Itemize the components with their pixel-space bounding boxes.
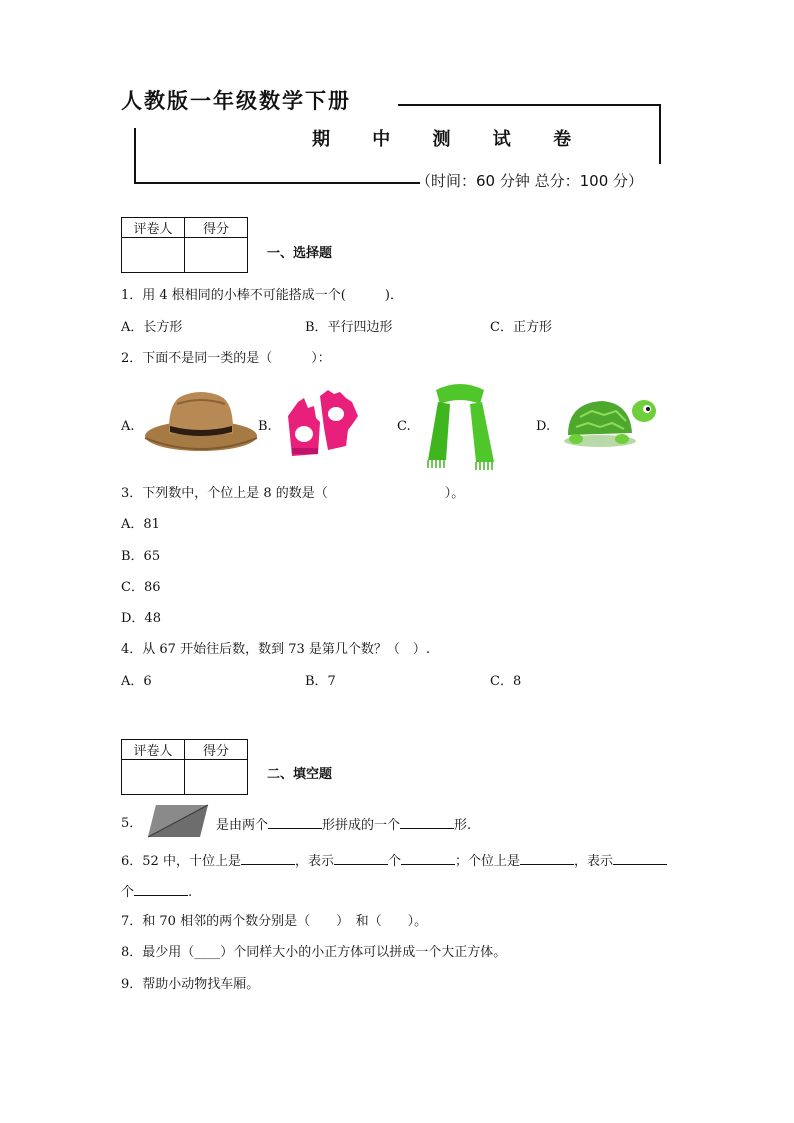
question-7: 7．和 70 相邻的两个数分别是（ ） 和（ ）。 xyxy=(121,914,428,929)
q6-part-a: 6．52 中，十位上是 xyxy=(121,854,241,869)
q3-option-a[interactable]: A．81 xyxy=(121,517,160,532)
parallelogram-image xyxy=(146,804,210,838)
grader-cell[interactable] xyxy=(122,238,185,273)
score-box-1 xyxy=(121,217,248,273)
q2-option-d[interactable]: D. xyxy=(536,419,551,434)
exam-subtitle: 期 中 测 试 卷 xyxy=(312,129,590,150)
q4-option-b[interactable]: B．7 xyxy=(305,674,336,689)
gloves-image xyxy=(284,388,364,460)
header-top-line xyxy=(398,104,661,106)
score-box-2 xyxy=(121,739,248,795)
q3-option-b[interactable]: B．65 xyxy=(121,549,161,564)
q1-option-a[interactable]: A．长方形 xyxy=(121,320,183,335)
turtle-image xyxy=(560,397,658,449)
score-cell[interactable] xyxy=(185,238,248,273)
q4-option-c[interactable]: C．8 xyxy=(490,674,522,689)
score-label: 得分 xyxy=(185,218,248,238)
scarf-image xyxy=(420,380,500,470)
question-6-line-2 xyxy=(121,883,192,901)
question-4: 4．从 67 开始往后数，数到 73 是第几个数？（ ）. xyxy=(121,642,431,657)
score-label: 得分 xyxy=(185,740,248,760)
q6-blank-6[interactable] xyxy=(134,883,188,896)
q1-option-b[interactable]: B．平行四边形 xyxy=(305,320,393,335)
q5-part-3: 形. xyxy=(454,818,472,833)
q5-blank-2[interactable] xyxy=(400,816,454,829)
q1-option-c[interactable]: C．正方形 xyxy=(490,320,552,335)
q8-part-a: 8．最少用（ xyxy=(121,945,195,960)
question-9: 9．帮助小动物找车厢。 xyxy=(121,977,260,992)
q6-part-g: . xyxy=(188,885,193,900)
q3-option-d[interactable]: D．48 xyxy=(121,611,161,626)
q6-part-e: ，表示 xyxy=(574,854,614,869)
question-3: 3．下列数中，个位上是 8 的数是（ ）。 xyxy=(121,486,465,501)
header-bottom-line xyxy=(134,182,420,184)
q6-blank-2[interactable] xyxy=(334,852,388,865)
q2-option-a[interactable]: A. xyxy=(121,419,135,434)
q5-part-1: 是由两个 xyxy=(216,818,269,833)
q4-option-a[interactable]: A．6 xyxy=(121,674,152,689)
grader-label: 评卷人 xyxy=(122,218,185,238)
hat-image xyxy=(142,390,260,456)
score-cell[interactable] xyxy=(185,760,248,795)
time-score-note: （时间：60 分钟 总分：100 分） xyxy=(416,172,644,190)
grader-cell[interactable] xyxy=(122,760,185,795)
q8-blank[interactable]: ____ xyxy=(194,945,221,960)
question-2: 2．下面不是同一类的是（ ）： xyxy=(121,351,331,366)
question-5-text xyxy=(216,816,471,834)
q2-option-c[interactable]: C. xyxy=(397,419,411,434)
q5-part-2: 形拼成的一个 xyxy=(322,818,401,833)
q8-part-b: ）个同样大小的小正方体可以拼成一个大正方体。 xyxy=(220,945,507,960)
exam-title: 人教版一年级数学下册 xyxy=(121,88,351,113)
q6-part-f: 个 xyxy=(121,885,135,900)
q6-blank-1[interactable] xyxy=(241,852,295,865)
question-6-line-1 xyxy=(121,852,667,870)
header-right-line xyxy=(659,104,661,164)
question-1: 1．用 4 根相同的小棒不可能搭成一个( )． xyxy=(121,288,403,303)
q6-blank-4[interactable] xyxy=(520,852,574,865)
question-5-number: 5． xyxy=(121,816,143,831)
q5-blank-1[interactable] xyxy=(268,816,322,829)
header-left-line xyxy=(134,128,136,184)
q6-blank-3[interactable] xyxy=(401,852,455,865)
q3-option-c[interactable]: C．86 xyxy=(121,580,161,595)
q6-part-c: 个 xyxy=(387,854,401,869)
section-title-choice: 一、选择题 xyxy=(267,246,333,261)
section-title-fill: 二、填空题 xyxy=(267,767,333,782)
question-8 xyxy=(121,945,506,961)
grader-label: 评卷人 xyxy=(122,740,185,760)
q6-part-b: ，表示 xyxy=(294,854,334,869)
q2-option-b[interactable]: B. xyxy=(258,419,272,434)
q6-part-d: ；个位上是 xyxy=(454,854,520,869)
q6-blank-5[interactable] xyxy=(613,852,667,865)
